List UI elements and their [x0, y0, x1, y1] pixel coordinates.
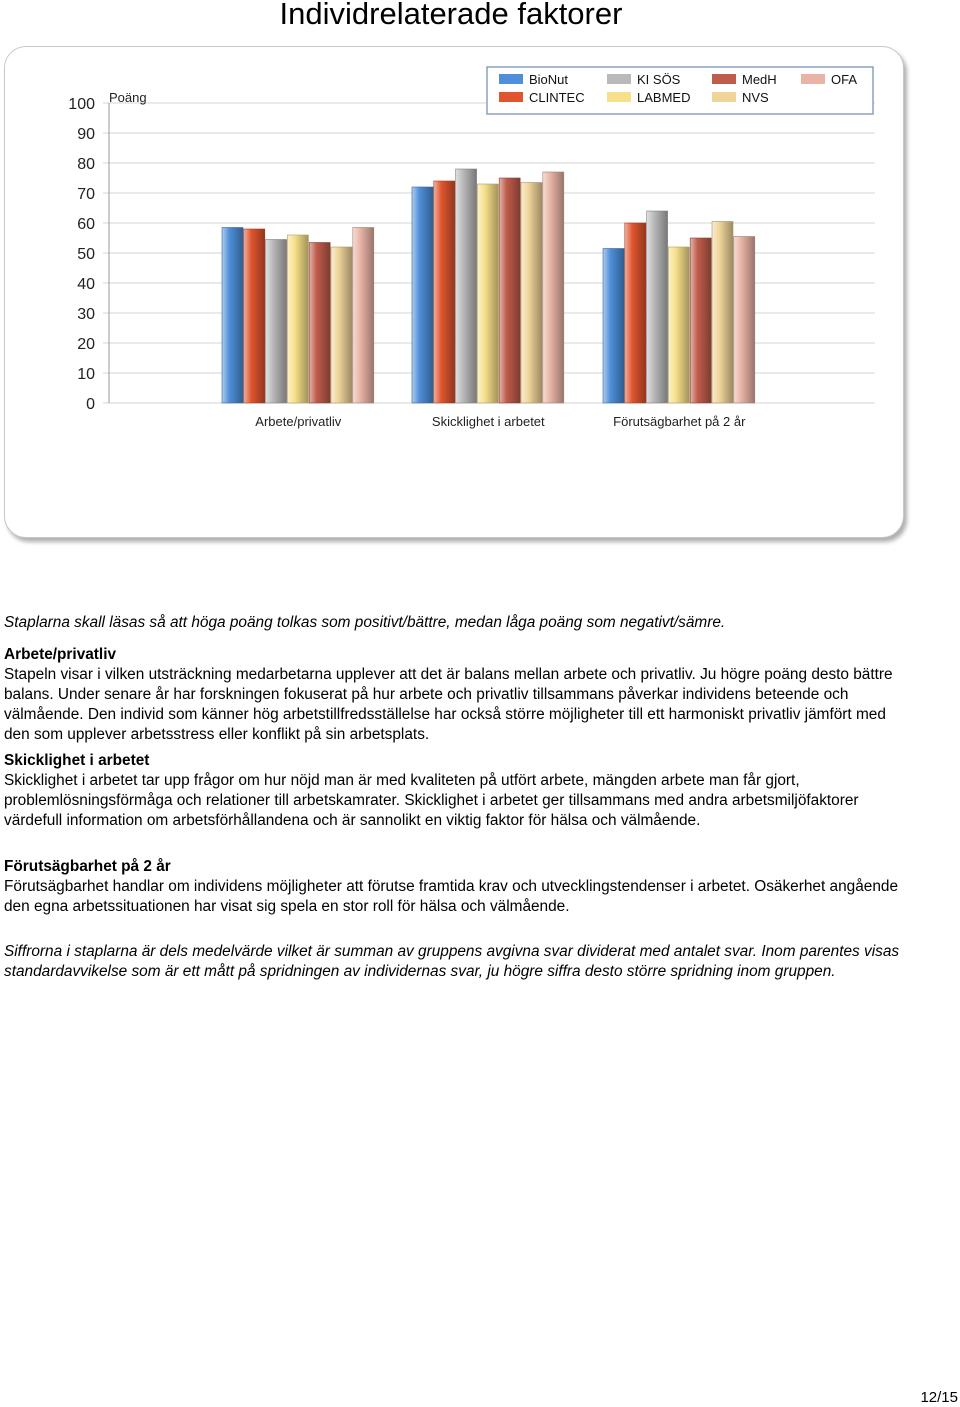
section-skill — [4, 751, 904, 831]
y-tick-label: 80 — [77, 156, 95, 173]
y-tick-label: 70 — [77, 186, 95, 203]
bar — [690, 238, 711, 403]
footnote-paragraph — [4, 942, 904, 982]
bar — [625, 223, 646, 403]
bar — [456, 169, 477, 403]
y-tick-label: 10 — [77, 366, 95, 383]
bar — [309, 243, 330, 404]
bar — [499, 178, 520, 403]
legend-swatch — [712, 74, 736, 84]
bar — [287, 235, 308, 403]
legend-swatch — [607, 92, 631, 102]
bar — [521, 183, 542, 404]
section-predictability — [4, 857, 904, 917]
bar — [353, 228, 374, 404]
legend-label: MedH — [742, 72, 777, 87]
footnote-text: Siffrorna i staplarna är dels medelvärde vilket är summan av gruppens avgivna svar dividerat med antalet svar. Inom parentes visas standardavvikelse som är ett mått på spridningen av individernas svar, ju högre siffra desto större spridning inom gruppen. — [4, 943, 900, 980]
legend-label: LABMED — [637, 90, 691, 105]
legend-label: CLINTEC — [529, 90, 585, 105]
bar — [668, 247, 689, 403]
y-tick-label: 30 — [77, 306, 95, 323]
legend-label: BioNut — [529, 72, 569, 87]
legend-label: NVS — [742, 90, 769, 105]
y-tick-label: 40 — [77, 276, 95, 293]
bar — [543, 172, 564, 403]
page-number: 12/15 — [920, 1389, 958, 1406]
legend-swatch — [712, 92, 736, 102]
legend-label: OFA — [831, 72, 858, 87]
y-tick-label: 90 — [77, 126, 95, 143]
bar — [331, 247, 352, 403]
bar — [477, 184, 498, 403]
legend-swatch — [607, 74, 631, 84]
y-tick-label: 50 — [77, 246, 95, 263]
intro-paragraph — [4, 613, 904, 633]
legend-swatch — [499, 74, 523, 84]
section-work-life — [4, 645, 904, 745]
bar — [734, 237, 755, 404]
y-tick-label: 0 — [86, 396, 95, 413]
y-tick-label: 60 — [77, 216, 95, 233]
bar — [712, 222, 733, 404]
bar-chart — [5, 47, 903, 537]
section-body: Förutsägbarhet handlar om individens möjligheter att förutse framtida krav och utvecklingstendenser i arbetet. Osäkerhet angående den egna arbetssituationen har visat sig spela en stor roll för hälsa och välmående. — [4, 878, 899, 915]
x-tick-label: Förutsägbarhet på 2 år — [613, 414, 746, 429]
bar — [222, 228, 243, 404]
section-heading: Skicklighet i arbetet — [4, 752, 150, 769]
section-body: Stapeln visar i vilken utsträckning medarbetarna upplever att det är balans mellan arbete och privatliv. Ju högre poäng desto bättre balans. Under senare år har forskningen fokuserat på hur arbete och privatliv tillsammans påverkar individens beteende och välmående. Den individ som känner hög arbetstillfredsställelse har också större möjligheter till ett harmoniskt privatliv jämfört med den som upplever arbetsstress eller konflikt på sin arbetsplats. — [4, 666, 893, 743]
bar — [244, 229, 265, 403]
y-tick-label: 100 — [68, 96, 95, 113]
x-tick-label: Skicklighet i arbetet — [431, 414, 545, 429]
bar — [603, 249, 624, 404]
section-heading: Förutsägbarhet på 2 år — [4, 858, 171, 875]
legend-swatch — [499, 92, 523, 102]
page-title: Individrelaterade faktorer — [279, 0, 623, 31]
bar — [434, 181, 455, 403]
intro-text: Staplarna skall läsas så att höga poäng tolkas som positivt/bättre, medan låga poäng som negativt/sämre. — [4, 614, 726, 631]
section-body: Skicklighet i arbetet tar upp frågor om hur nöjd man är med kvaliteten på utfört arbete, mängden arbete man får gjort, problemlösningsförmåga och relationer till arbetskamrater. Skicklighet i arbetet ger tillsammans med andra arbetsmiljöfaktorer värdefull information om arbetsförhållandena och är sannolikt en viktig faktor för hälsa och välmående. — [4, 772, 859, 829]
bar — [266, 240, 287, 404]
chart-frame — [4, 46, 904, 538]
legend-swatch — [801, 74, 825, 84]
section-heading: Arbete/privatliv — [4, 646, 117, 663]
bar — [412, 187, 433, 403]
bar — [647, 211, 668, 403]
y-tick-label: 20 — [77, 336, 95, 353]
y-axis-label: Poäng — [109, 90, 147, 105]
x-tick-label: Arbete/privatliv — [255, 414, 342, 429]
legend-label: KI SÖS — [637, 72, 681, 87]
